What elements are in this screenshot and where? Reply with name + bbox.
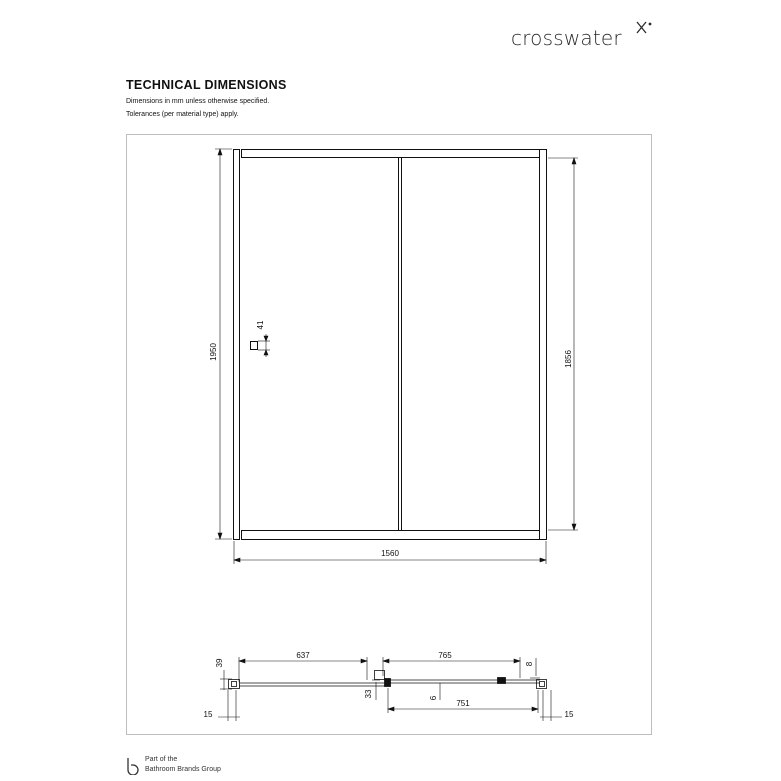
dim-right-offset: 8 bbox=[525, 661, 534, 667]
dim-door-panel: 765 bbox=[438, 651, 452, 660]
plan-dimensions bbox=[218, 657, 562, 721]
front-elevation bbox=[234, 150, 547, 540]
right-channel bbox=[537, 680, 547, 689]
footer-line2: Bathroom Brands Group bbox=[145, 766, 221, 773]
dim-handle-size: 41 bbox=[256, 320, 265, 330]
dim-handle-depth: 33 bbox=[364, 689, 373, 699]
dim-left-wall-profile: 15 bbox=[203, 710, 213, 719]
tolerance-note: Tolerances (per material type) apply. bbox=[126, 111, 239, 118]
bottom-rail bbox=[242, 531, 540, 540]
section-title: TECHNICAL DIMENSIONS bbox=[126, 78, 287, 92]
dim-width-overall: 1560 bbox=[381, 549, 399, 558]
left-wall-profile bbox=[234, 150, 240, 540]
dim-right-wall-profile: 15 bbox=[564, 710, 574, 719]
brand-name: crosswater bbox=[511, 26, 622, 50]
footer-line1: Part of the bbox=[145, 756, 178, 763]
dim-height-door: 1856 bbox=[564, 350, 573, 368]
dim-fixed-panel: 637 bbox=[296, 651, 310, 660]
dim-profile-depth: 39 bbox=[215, 658, 224, 668]
units-note: Dimensions in mm unless otherwise specified. bbox=[126, 98, 270, 105]
dim-door-opening: 751 bbox=[456, 699, 470, 708]
top-rail bbox=[242, 150, 540, 158]
plan-section bbox=[229, 671, 547, 689]
dim-height-overall: 1950 bbox=[209, 343, 218, 361]
right-wall-profile bbox=[540, 150, 547, 540]
dim-panel-gap: 6 bbox=[429, 695, 438, 701]
left-channel bbox=[229, 680, 240, 689]
front-dimensions bbox=[215, 149, 578, 564]
bathroom-brands-b-logo-icon bbox=[125, 757, 141, 775]
handle bbox=[251, 342, 258, 350]
